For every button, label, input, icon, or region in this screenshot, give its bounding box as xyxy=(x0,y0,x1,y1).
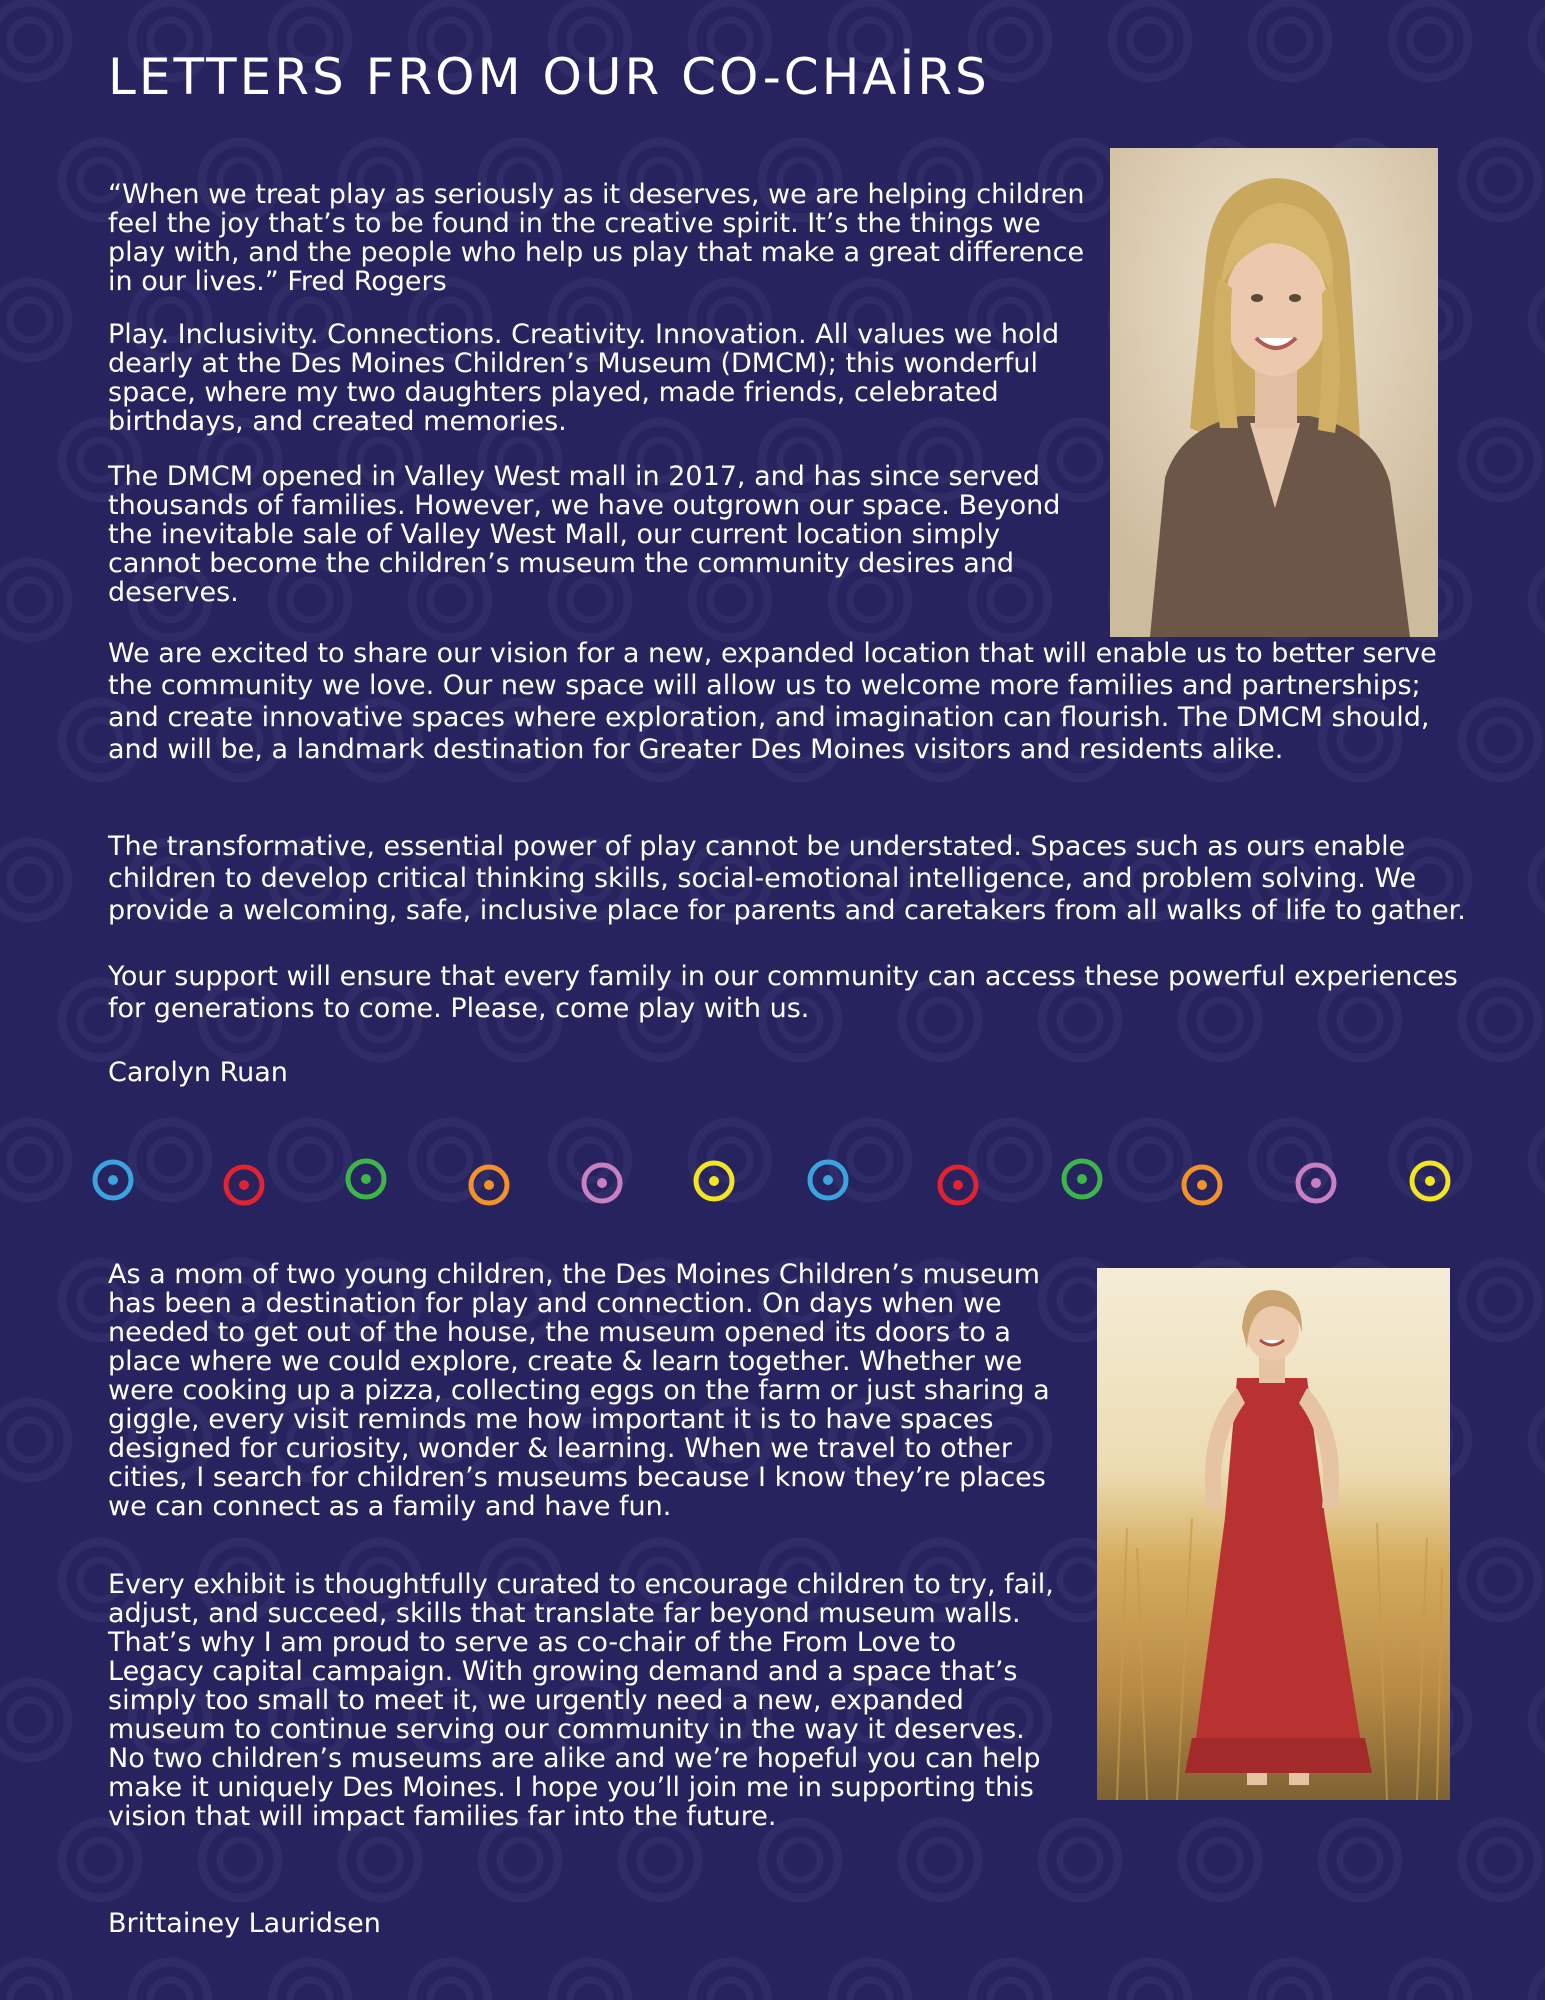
background-swirl xyxy=(1112,1962,1188,2000)
background-swirl xyxy=(1042,1822,1118,1898)
background-swirl xyxy=(552,1962,628,2000)
decorative-dot xyxy=(1298,1165,1334,1201)
carolyn-ruan-photo xyxy=(1110,148,1438,637)
background-swirl xyxy=(902,1822,978,1898)
background-swirl xyxy=(62,1822,138,1898)
decorative-dot-row xyxy=(0,1145,1545,1225)
background-swirl xyxy=(1532,842,1545,918)
decorative-dot xyxy=(1064,1161,1100,1197)
background-swirl xyxy=(1532,1682,1545,1758)
letter2-paragraph-mom: As a mom of two young children, the Des Moines Children’s museum has been a destination for play and connection. On days when we needed to get out of the house, the museum opened its doors to a place where we could explore, create & learn together. Whether we were cooking up a pizza, collecting eggs on the farm or just sharing a giggle, every visit reminds me how important it is to have spaces designed for curiosity, wonder & learning. When we travel to other cities, I search for children’s museums because I know they’re places we can connect as a family and have fun. xyxy=(108,1259,1050,1522)
background-swirl xyxy=(1182,1822,1258,1898)
background-swirl xyxy=(0,1402,68,1478)
background-swirl xyxy=(412,1962,488,2000)
background-swirl xyxy=(272,1962,348,2000)
decorative-dot xyxy=(95,1162,131,1198)
background-swirl xyxy=(1532,1962,1545,2000)
background-swirl xyxy=(1532,282,1545,358)
background-swirl xyxy=(482,1822,558,1898)
background-swirl xyxy=(1252,2,1328,78)
decorative-dot xyxy=(226,1167,262,1203)
background-swirl xyxy=(1462,1822,1538,1898)
background-swirl xyxy=(1532,562,1545,638)
letter2-signature: Brittainey Lauridsen xyxy=(108,1908,381,1939)
letter1-paragraph-play: The transformative, essential power of play cannot be understated. Spaces such as ours enable children to develop critical thinking skills, social-emotional intelligence, and problem solving. We provide a welcoming, safe, inclusive place for parents and caretakers from all walks of life to gather. xyxy=(108,831,1466,926)
background-swirl xyxy=(0,1962,68,2000)
letter1-paragraph-values: Play. Inclusivity. Connections. Creativity. Innovation. All values we hold dearly at the Des Moines Children’s Museum (DMCM); this wonderful space, where my two daughters played, made friends, celebrated birthdays, and created memories. xyxy=(108,319,1060,437)
background-swirl xyxy=(1392,2,1468,78)
decorative-dot xyxy=(1184,1167,1220,1203)
background-swirl xyxy=(1252,1962,1328,2000)
background-swirl xyxy=(132,1962,208,2000)
background-swirl xyxy=(1462,702,1538,778)
decorative-dot xyxy=(696,1163,732,1199)
decorative-dot xyxy=(1412,1163,1448,1199)
background-swirl xyxy=(1462,982,1538,1058)
background-swirl xyxy=(972,1962,1048,2000)
background-swirl xyxy=(342,1822,418,1898)
background-swirl xyxy=(0,842,68,918)
letter1-quote: “When we treat play as seriously as it deserves, we are helping children feel the joy that’s to be found in the creative spirit. It’s the things we play with, and the people who help us play that make a great difference in our lives.” Fred Rogers xyxy=(108,179,1085,297)
background-swirl xyxy=(0,1682,68,1758)
decorative-dot xyxy=(471,1167,507,1203)
letter1-paragraph-history: The DMCM opened in Valley West mall in 2017, and has since served thousands of families. However, we have outgrown our space. Beyond the inevitable sale of Valley West Mall, our current location simply cannot become the children’s museum the community desires and deserves. xyxy=(108,461,1061,608)
letter1-paragraph-vision: We are excited to share our vision for a new, expanded location that will enable us to better serve the community we love. Our new space will allow us to welcome more families and partnerships; and create innovative spaces where exploration, and imagination can flourish. The DMCM should, and will be, a landmark destination for Greater Des Moines visitors and residents alike. xyxy=(108,638,1437,765)
decorative-dot xyxy=(348,1161,384,1197)
background-swirl xyxy=(1462,1542,1538,1618)
background-swirl xyxy=(1532,2,1545,78)
background-swirl xyxy=(1392,1962,1468,2000)
background-swirl xyxy=(1112,2,1188,78)
decorative-dot xyxy=(584,1165,620,1201)
background-swirl xyxy=(202,1822,278,1898)
background-swirl xyxy=(622,1822,698,1898)
background-swirl xyxy=(762,1822,838,1898)
background-swirl xyxy=(832,1962,908,2000)
letter1-signature: Carolyn Ruan xyxy=(108,1057,288,1088)
background-swirl xyxy=(1462,422,1538,498)
background-swirl xyxy=(1322,1822,1398,1898)
brittainey-lauridsen-photo xyxy=(1097,1268,1450,1800)
decorative-dot xyxy=(940,1167,976,1203)
background-swirl xyxy=(1532,1402,1545,1478)
background-swirl xyxy=(1462,1262,1538,1338)
background-swirl xyxy=(1462,142,1538,218)
letter1-paragraph-support: Your support will ensure that every family in our community can access these powerful experiences for generations to come. Please, come play with us. xyxy=(108,961,1458,1024)
page-title: LETTERS FROM OUR CO-CHAİRS xyxy=(108,48,990,106)
letter2-paragraph-exhibits: Every exhibit is thoughtfully curated to encourage children to try, fail, adjust, and succeed, skills that translate far beyond museum walls. That’s why I am proud to serve as co-chair of the From Love to Legacy capital campaign. With growing demand and a space that’s simply too small to meet it, we urgently need a new, expanded museum to continue serving our community in the way it deserves. No two children’s museums are alike and we’re hopeful you can help make it uniquely Des Moines. I hope you’ll join me in supporting this vision that will impact families far into the future. xyxy=(108,1569,1054,1832)
background-swirl xyxy=(0,562,68,638)
decorative-dot xyxy=(810,1162,846,1198)
background-swirl xyxy=(0,2,68,78)
background-swirl xyxy=(692,1962,768,2000)
background-swirl xyxy=(0,282,68,358)
